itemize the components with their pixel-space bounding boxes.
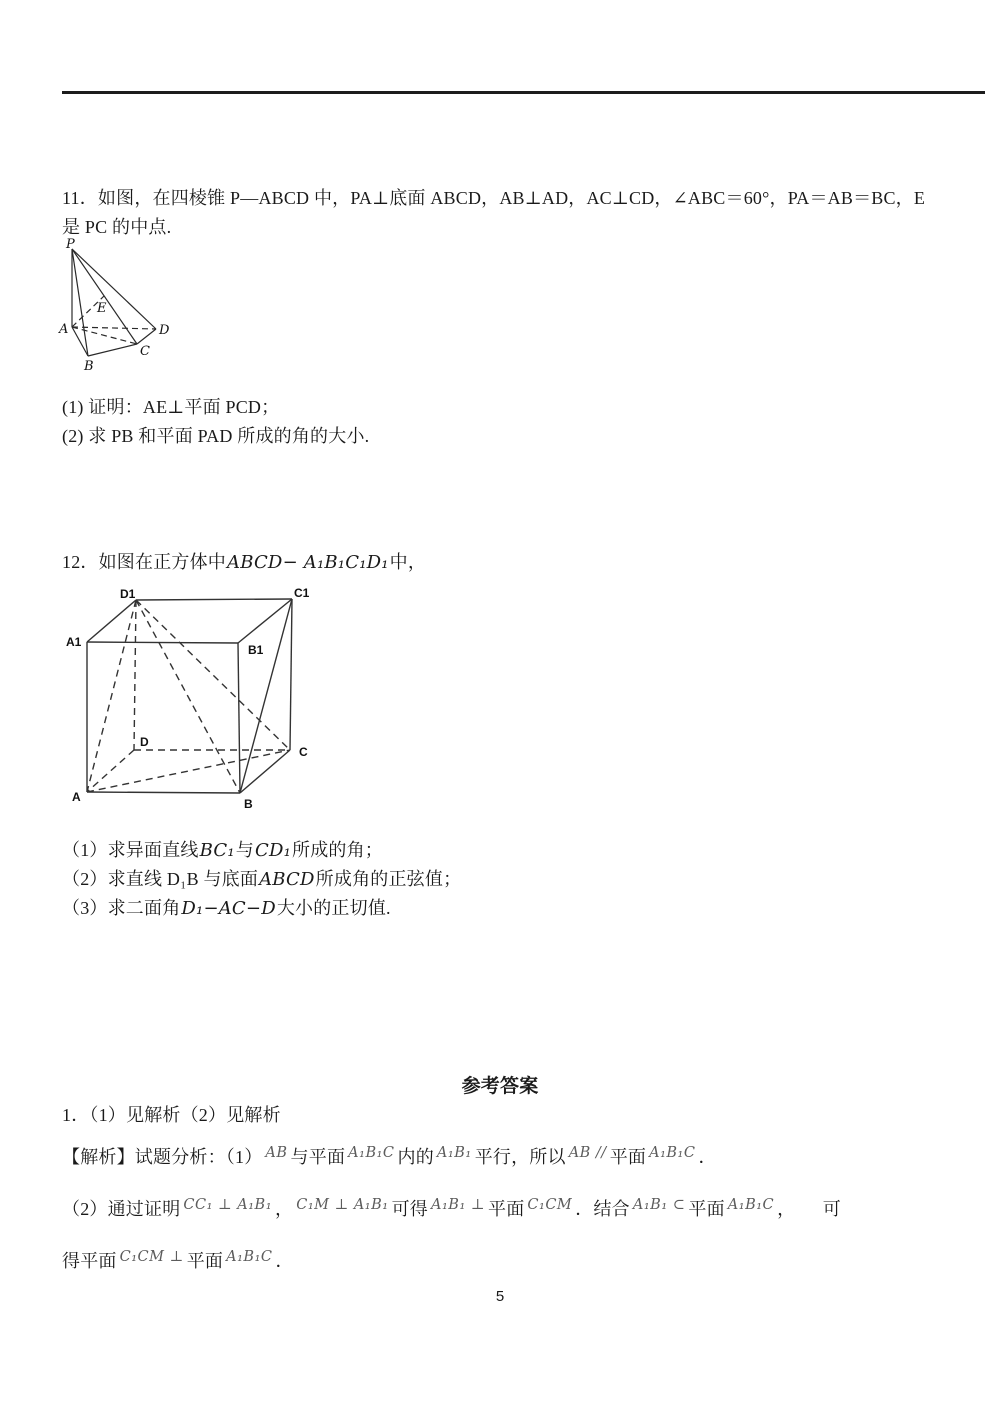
answer-text: 【解析】试题分析：（1）: [62, 1147, 263, 1167]
answer-text: ．: [275, 1251, 294, 1271]
answer-1-summary: 1．（1）见解析（2）见解析: [62, 1105, 281, 1125]
problem-12-item-1: [62, 836, 942, 865]
item-math: BC₁: [199, 840, 235, 861]
item-math: CD₁: [254, 840, 291, 861]
vertex-label-d: D: [159, 323, 170, 338]
answer-text: ．: [698, 1147, 717, 1167]
answer-text: ，: [275, 1199, 294, 1219]
cube-figure: [58, 586, 343, 821]
vertex-label-a: A: [59, 322, 69, 337]
item-text: （2）求直线 D₁B 与底面: [62, 869, 259, 889]
answer-analysis-line: [62, 1143, 962, 1174]
problem-11-item-2: (2) 求 PB 和平面 PAD 所成的角的大小.: [62, 426, 370, 446]
problem-12-text: [62, 548, 942, 577]
answers-heading: 参考答案: [461, 1076, 539, 1097]
formula: A₁B₁ ⊥: [431, 1197, 485, 1213]
formula: C₁CM ⊥: [119, 1249, 184, 1265]
vertex-label-d1: D1: [120, 587, 136, 601]
page-number: 5: [495, 1288, 505, 1305]
answer-text: 平面: [488, 1199, 525, 1219]
vertex-label-d: D: [140, 735, 149, 749]
item-text: 大小的正切值.: [276, 898, 391, 918]
answer-text: 平行，所以: [474, 1147, 566, 1167]
item-text: （1）求异面直线: [62, 840, 199, 860]
vertex-label-b1: B1: [248, 643, 264, 657]
problem-12-text-part: 中，: [389, 552, 427, 572]
problem-12-item-3: [62, 894, 942, 923]
answer-text: 得平面: [62, 1251, 117, 1271]
item-text: 与: [235, 840, 254, 860]
answer-text: 平面: [688, 1199, 725, 1219]
answer-step2-line: [62, 1195, 962, 1226]
formula: A₁B₁C: [649, 1145, 696, 1161]
formula: C₁CM: [527, 1197, 573, 1213]
formula: A₁B₁C: [348, 1145, 395, 1161]
vertex-label-a: A: [72, 790, 81, 804]
vertex-label-b: B: [244, 797, 253, 811]
vertex-label-a1: A1: [66, 635, 82, 649]
formula: A₁B₁: [436, 1145, 472, 1161]
vertex-label-e: E: [97, 301, 107, 316]
formula: AB: [265, 1145, 288, 1161]
answer-text: 可得: [391, 1199, 428, 1219]
formula: C₁M ⊥ A₁B₁: [296, 1197, 389, 1213]
problem-11-items: [62, 393, 942, 451]
item-text: 所成的角；: [292, 840, 383, 860]
item-text: 所成角的正弦值；: [315, 869, 462, 889]
answer-step3-line: [62, 1247, 962, 1278]
item-math: ABCD: [259, 869, 315, 890]
vertex-label-p: P: [66, 238, 75, 252]
problem-11-item-1: (1) 证明：AE⊥平面 PCD；: [62, 397, 280, 417]
answer-text: 平面: [609, 1147, 647, 1167]
answer-text: 平面: [186, 1251, 224, 1271]
problem-11-text: 11．如图，在四棱锥 P—ABCD 中，PA⊥底面 ABCD，AB⊥AD，AC⊥CD，∠ABC＝60°，PA＝AB＝BC，E 是 PC 的中点.: [62, 188, 926, 237]
vertex-label-c1: C1: [294, 586, 310, 600]
item-text: （3）求二面角: [62, 898, 181, 918]
formula: A₁B₁C: [727, 1197, 775, 1213]
vertex-label-c: C: [140, 344, 150, 359]
answer-text: 内的: [397, 1147, 434, 1167]
formula: A₁B₁C: [226, 1249, 273, 1265]
answer-text: ， 可: [777, 1199, 841, 1219]
formula: AB //: [568, 1145, 607, 1161]
problem-12-item-2: [62, 865, 942, 894]
problem-12-math: ABCD− A₁B₁C₁D₁: [227, 552, 389, 573]
vertex-label-b: B: [84, 359, 94, 374]
problem-12-text-part: 12．如图在正方体中: [62, 552, 226, 572]
problem-12-items: [62, 836, 942, 923]
item-math: D₁−AC−D: [181, 898, 276, 919]
vertex-label-c: C: [299, 745, 308, 759]
formula: A₁B₁ ⊂: [632, 1197, 686, 1213]
answer-text: ．结合: [575, 1199, 630, 1219]
answer-text: 与平面: [290, 1147, 346, 1167]
pyramid-figure: [56, 238, 191, 378]
answer-text: （2）通过证明: [62, 1199, 181, 1219]
header-rule: [62, 91, 985, 94]
formula: CC₁ ⊥ A₁B₁: [183, 1197, 273, 1213]
